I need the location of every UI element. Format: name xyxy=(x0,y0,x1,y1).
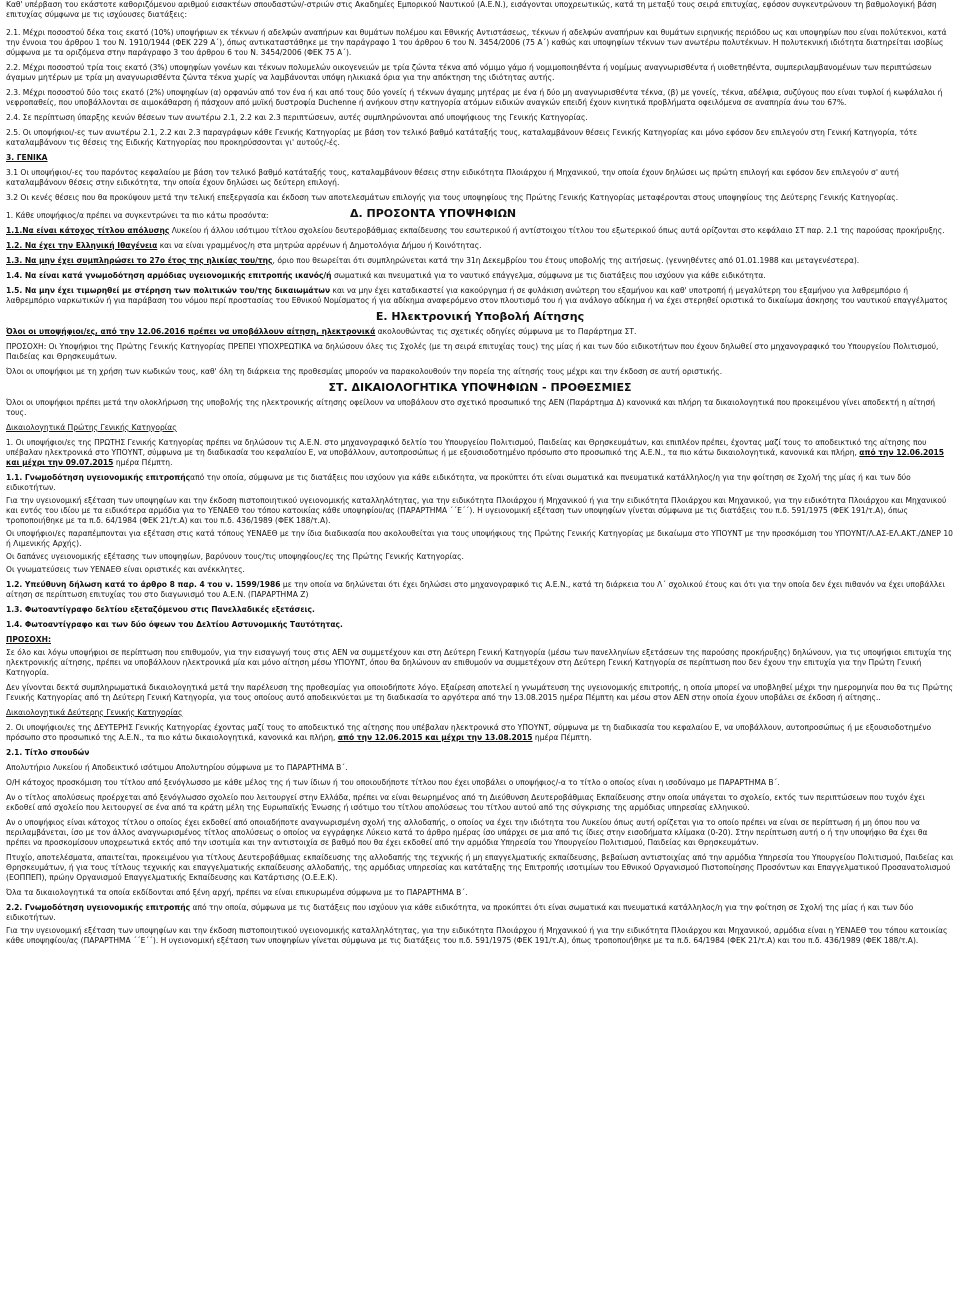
electronic-submission-p3: Όλοι οι υποψήφιοι με τη χρήση των κωδικών τους, καθ' όλη τη διάρκεια της προθεσμίας μπορούν να παρακολουθούν την πορεία της αίτησής τους μέχρι και την έκδοση σε αυτή οριστικής. xyxy=(6,367,723,376)
section-2-5: 2.5. Οι υποψήφιοι/-ες των ανωτέρω 2.1, 2.2 και 2.3 παραγράφων κάθε Γενικής Κατηγορίας με βάση τον τελικό βαθμό κατάταξής τους, καταλαμβάνουν θέσεις Γενικής Κατηγορίας και μόνο εφόσον δεν επιλεγούν στη Γενική Κατηγορία, τότε καταλαμβάνουν τις θέσεις της Ειδικής Κατηγορίας που προκηρύσσονται γι' αυτούς/-ές. xyxy=(6,128,918,147)
category-2-item-2-1-c: Αν ο τίτλος απολύσεως προέρχεται από ξενόγλωσσο σχολείο που λειτουργεί στην Ελλάδα, πρέπει να είναι θεωρημένος από τη Διεύθυνση Δευτεροβάθμιας Εκπαίδευσης στην οποία υπάγεται το σχολείο, εκτός των περιπτώσεων που τυχόν έχει εκδοθεί από σχολείο που λειτουργεί σε ένα από τα κράτη μέλη της Ευρωπαϊκής Ένωσης ή ισότιμο του τίτλου απολύσεως του τίτλου αυτού από της σύγκρισης της αρμόδιας υπηρεσίας ελληνικού. xyxy=(6,793,925,812)
qualification-1-1-text: Λυκείου ή άλλου ισότιμου τίτλου σχολείου δευτεροβάθμιας εκπαίδευσης του εσωτερικού ή αντίστοιχου τίτλου του εξωτερικού όπως αυτά ορίζονται στο κεφάλαιο ΣΤ παρ. 2.1 της παρούσας προκήρυξης. xyxy=(169,226,945,235)
category-2-item-2-1-e: Πτυχίο, αποτελέσματα, απαιτείται, προκειμένου για τίτλους Δευτεροβάθμιας εκπαίδευσης της αλλοδαπής της τεχνικής ή μη επαγγελματικής εκπαίδευσης, βεβαίωση αντιστοιχίας από την αρμόδια Υπηρεσία του Υπουργείου Πολιτισμού, Παιδείας και Θρησκευμάτων, ή για τους τίτλους τεχνικής και επαγγελματικής εκπαίδευσης αλλοδαπής, της αρμόδιας υπηρεσίας και κατάταξης της Επιτροπής ισοτιμίων του Εθνικού Οργανισμού Πιστοποίησης Προσόντων και Επαγγελματικού Προσανατολισμού (ΕΟΠΠΕΠ), πρώην Οργανισμού Επαγγελματικής Εκπαίδευσης και Κατάρτισης (Ο.Ε.Ε.Κ). xyxy=(6,853,954,882)
category-1-item-1-1-text: από την οποία, σύμφωνα με τις διατάξεις που ισχύουν για κάθε ειδικότητα, να προκύπτει ότι είναι σωματικά και πνευματικά κατάλληλος/η για την φοίτηση σε Σχολή της μίας ή και των δύο ειδικοτήτων. xyxy=(6,473,911,492)
category-2-item-2-1-d: Αν ο υποψήφιος είναι κάτοχος τίτλου ο οποίος έχει εκδοθεί από οποιαδήποτε αναγνωρισμένη σχολή της αλλοδαπής, ο οποίος να έχει την ιδιότητα του Λυκείου όπως αυτή ορίζεται για το οποίο πρέπει να είναι σε περίπτωση ή μη όπου που να περιλαμβάνεται, ίσο με τον άλλος αναγνωρισμένος τίτλος απολύσεως ο οποίος να εγγράφηκε Λύκειο κατά το άρθρο ημέρας ίσο υπάρχει σε μια από τις ίδιες στην εισοδήματα κλίμακα (0-20). Στην περίπτωση αυτή ο ή την υποψήφιο θα έχει θα πρέπει να προσκομίσουν υποχρεωτικά εκτός από την ισοτιμία και την αντιστοιχία σε βαθμό που θα έχει εκδοθεί από την αρμόδια Υπηρεσία του Υπουργείου Πολιτισμού, Παιδείας και Θρησκευμάτων. xyxy=(6,818,928,847)
qualification-1-3-label: 1.3. Να μην έχει συμπληρώσει το 27ο έτος της ηλικίας του/της xyxy=(6,256,273,265)
qualification-1-1 xyxy=(6,226,954,236)
qualification-1-1-label: 1.1.Να είναι κάτοχος τίτλου απόλυσης xyxy=(6,226,170,235)
category-2-p1-text: 2. Οι υποψήφιοι/ες της ΔΕΥΤΕΡΗΣ Γενικής Κατηγορίας έχοντας μαζί τους το αποδεικτικό της αίτησης που υπέβαλαν ηλεκτρονικά στο ΥΠΟΥΝΤ, σύμφωνα με τη διαδικασία του κεφαλαίου Ε, να υποβάλλουν, αυτοπροσώπως ή με εξουσιοδοτημένο πρόσωπο στο προσωπικό της Α.Ε.Ν., τα πιο κάτω δικαιολογητικά, κανονικά και πλήρη, xyxy=(6,723,932,742)
section-2-4: 2.4. Σε περίπτωση ύπαρξης κενών θέσεων των ανωτέρω 2.1, 2.2 και 2.3 περιπτώσεων, αυτές συμπληρώνονται από υποψήφιους της Γενικής Κατηγορίας. xyxy=(6,113,588,122)
qualification-1-5-text: και να μην έχει καταδικαστεί για κακούργημα ή σε φυλάκιση ανώτερη του εξαμήνου και καθ' υποτροπή ή μεγαλύτερη του εξαμήνου για λαθρεμπόριο ή λαθρεμπόριο ναρκωτικών ή για παράβαση του νόμου περί προστασίας του Εθνικού Νομίσματος ή για αδίκημα αναφερόμενο στον πλουτισμό του ή για ανάλογο αδίκημα ή να έχει στερηθεί οριστικά το δικαίωμα άσκησης του ναυτικού επαγγέλματος xyxy=(6,286,948,305)
category-1-item-1-1-label: 1.1. Γνωμοδότηση υγειονομικής επιτροπής xyxy=(6,473,191,482)
category-2-p1 xyxy=(6,723,954,743)
qualification-1-2 xyxy=(6,241,954,251)
category-2-deadline: από την 12.06.2015 και μέχρι την 13.08.2015 xyxy=(337,733,533,742)
category-1-heading: Δικαιολογητικά Πρώτης Γενικής Κατηγορίας xyxy=(6,423,177,432)
attention-label: ΠΡΟΣΟΧΗ: xyxy=(6,635,51,644)
intro-paragraph: Καθ' υπέρβαση του εκάστοτε καθοριζόμενου αριθμού εισακτέων σπουδαστών/-στριών στις Ακαδημίες Εμπορικού Ναυτικού (Α.Ε.Ν.), εισάγονται υποχρεωτικώς, κατά τη μεταξύ τους σειρά επιτυχίας, εφόσον συγκεντρώνουν τη βαθμολογική βάση επιτυχίας σύμφωνα με τις ισχύουσες διατάξεις: xyxy=(6,0,937,19)
section-3-1: 3.1 Οι υποψήφιοι/-ες του παρόντος κεφαλαίου με βάση τον τελικό βαθμό κατάταξής τους, καταλαμβάνουν θέσεις στην ειδικότητα Πλοιάρχου ή Μηχανικού, την οποία έχουν δηλώσει ως πρώτη επιλογή και εφόσον δεν επιλεγούν σ' αυτή καταλαμβάνουν θέσεις στην ειδικότητα, την οποία έχουν δηλώσει ως δεύτερη επιλογή. xyxy=(6,168,899,187)
category-1-item-1-1-e: Οι γνωματεύσεις των ΥΕΝΑΕΘ είναι οριστικές και ανέκκλητες. xyxy=(6,565,245,574)
category-2-item-2-1-f: Όλα τα δικαιολογητικά τα οποία εκδίδονται από ξένη αρχή, πρέπει να είναι επικυρωμένα σύμφωνα με το ΠΑΡΑΡΤΗΜΑ Β΄. xyxy=(6,888,468,897)
qualification-1-4-label: 1.4. Να είναι κατά γνωμοδότηση αρμόδιας υγειονομικής επιτροπής ικανός/ή xyxy=(6,271,332,280)
electronic-submission-p1-label: Όλοι οι υποψήφιοι/ες, από την 12.06.2016 πρέπει να υποβάλλουν αίτηση, ηλεκτρονικά xyxy=(6,327,376,336)
category-1-item-1-1-c: Οι υποψήφιοι/ες παραπέμπονται για εξέταση στις κατά τόπους ΥΕΝΑΕΘ με την ίδια διαδικασία που ακολουθείται για τους υποψήφιους της Πρώτης Γενικής Κατηγορίας με δικαίωμα στο ΥΠΟΥΝΤ με την προσκόμιση του ΥΠΟΥΝΤ/Λ.ΑΣ-ΕΛ.ΑΚΤ./ΔΝΕΡ 10 ή Λιμενικής Αρχής). xyxy=(6,529,953,548)
qualification-1-2-text: και να είναι γραμμένος/η στα μητρώα αρρένων ή Δημοτολόγια Δήμου ή Κοινότητας. xyxy=(157,241,482,250)
category-1-item-1-1-d: Οι δαπάνες υγειονομικής εξέτασης των υποψηφίων, βαρύνουν τους/τις υποψηφίους/ες της Πρώτης Γενικής Κατηγορίας. xyxy=(6,552,464,561)
qualifications-intro: 1. Κάθε υποψήφιος/α πρέπει να συγκεντρώνει τα πιο κάτω προσόντα: xyxy=(6,211,269,220)
category-1-deadline: από την 12.06.2015 και μέχρι την 09.07.2015 xyxy=(6,448,944,467)
electronic-submission-p1-text: ακολουθώντας τις σχετικές οδηγίες σύμφωνα με το Παράρτημα ΣΤ. xyxy=(375,327,637,336)
category-1-p1-text: 1. Οι υποψήφιοι/ες της ΠΡΩΤΗΣ Γενικής Κατηγορίας πρέπει να δηλώσουν τις Α.Ε.Ν. στο μηχανογραφικό δελτίο του Υπουργείου Πολιτισμού, Παιδείας και Θρησκευμάτων, και επιπλέον πρέπει, έχοντας μαζί τους το αποδεικτικό της αίτησης που υπέβαλαν ηλεκτρονικά στο ΥΠΟΥΝΤ, σύμφωνα με τη διαδικασία του κεφαλαίου Ε, να υποβάλλουν, αυτοπροσώπως ή με εξουσιοδοτημένο πρόσωπο στο προσωπικό της Α.Ε.Ν., τα πιο κάτω δικαιολογητικά, κανονικά και πλήρη, xyxy=(6,438,927,457)
qualification-1-4 xyxy=(6,271,954,281)
qualification-1-2-label: 1.2. Να έχει την Ελληνική Ιθαγένεια xyxy=(6,241,158,250)
category-1-item-1-2-text: με την οποία να δηλώνεται ότι έχει δηλώσει στο μηχανογραφικό τις Α.Ε.Ν., κατά τη διάρκεια του Λ΄ σχολικού έτους και ότι για την οποία δεν έχει πιθανόν να έχει υποβάλλει αίτηση σε περίπτωση επιτυχίας του στο διαγωνισμό του Α.Ε.Ν. (ΠΑΡΑΡΤΗΜΑ Ζ) xyxy=(6,580,945,599)
section-2-3: 2.3. Μέχρι ποσοστού δύο τοις εκατό (2%) υποψηφίων (α) ορφανών από τον ένα ή και από τους δύο γονείς ή τέκνων άγαμης μητέρας με ένα ή δύο μη αναγνωρισθέντα τέκνα, (β) με γονείς, τέκνα, αδέλφια, συζύγους που είναι τυφλοί ή κωφάλαλοι ή νεφροπαθείς, που υποβάλλονται σε αιμοκάθαρση ή πάσχουν από μυϊκή δυστροφία Duchenne ή ανήκουν στην κατηγορία ατόμων ειδικών αναγκών επειδή έχουν κινητικά προβλήματα οφειλόμενα σε αναπηρία άνω του 67%. xyxy=(6,88,943,107)
attention-p2: Δεν γίνονται δεκτά συμπληρωματικά δικαιολογητικά μετά την παρέλευση της προθεσμίας για οποιοδήποτε λόγο. Εξαίρεση αποτελεί η γνωμάτευση της υγειονομικής επιτροπής, η οποία μπορεί να υποβληθεί μέχρι την ημερομηνία που θα τις Πρώτης Γενικής Κατηγορίας από τη Δεύτερη Γενική Κατηγορία, για τους οποίους αυτό αποδεικνύεται με τη διαδικασία το αργότερα από την 13.08.2015 ημέρα Πέμπτη και μέσω στον ΑΕΝ στην οποία έχουν υποβάλει σε έκδοση ή αίτησης.. xyxy=(6,683,953,702)
electronic-submission-p1 xyxy=(6,327,954,337)
qualifications-heading-row xyxy=(6,207,954,221)
qualification-1-5-label: 1.5. Να μην έχει τιμωρηθεί με στέρηση των πολιτικών του/της δικαιωμάτων xyxy=(6,286,331,295)
category-1-item-1-4: 1.4. Φωτοαντίγραφο και των δύο όψεων του Δελτίου Αστυνομικής Ταυτότητας. xyxy=(6,620,343,629)
general-heading: 3. ΓΕΝΙΚΑ xyxy=(6,153,48,162)
category-1-p1-end: ημέρα Πέμπτη. xyxy=(113,458,173,467)
category-2-item-2-1-a: Απολυτήριο Λυκείου ή Αποδεικτικό ισότιμου Απολυτηρίου σύμφωνα με το ΠΑΡΑΡΤΗΜΑ Β΄. xyxy=(6,763,348,772)
category-2-item-2-1: 2.1. Τίτλο σπουδών xyxy=(6,748,90,757)
qualification-1-5 xyxy=(6,286,954,306)
category-2-item-2-2 xyxy=(6,903,954,923)
documents-heading: ΣΤ. ΔΙΚΑΙΟΛΟΓΗΤΙΚΑ ΥΠΟΨΗΦΙΩΝ - ΠΡΟΘΕΣΜΙΕΣ xyxy=(328,381,632,394)
electronic-submission-heading: Ε. Ηλεκτρονική Υποβολή Αίτησης xyxy=(375,310,585,323)
section-3-2: 3.2 Οι κενές θέσεις που θα προκύψουν μετά την τελική επεξεργασία και έκδοση των αποτελεσμάτων επιλογής για τους υποψηφίους της Πρώτης Γενικής Κατηγορίας μεταφέρονται στους υποψηφίους της Δεύτερης Γενικής Κατηγορίας. xyxy=(6,193,899,202)
category-1-item-1-3: 1.3. Φωτοαντίγραφο δελτίου εξεταζόμενου στις Πανελλαδικές εξετάσεις. xyxy=(6,605,315,614)
documents-intro: Όλοι οι υποψήφιοι πρέπει μετά την ολοκλήρωση της υποβολής της ηλεκτρονικής αίτησης οφείλουν να υποβάλουν στο σχετικό προσωπικό της ΑΕΝ (Παράρτημα Δ) κανονικά και πλήρη τα δικαιολογητικά που προκειμένου γίνει αποδεκτή η αίτησή τους. xyxy=(6,398,936,417)
category-1-item-1-1 xyxy=(6,473,954,493)
category-2-item-2-2-b: Για την υγειονομική εξέταση των υποψηφίων και την έκδοση πιστοποιητικού υγειονομικής καταλληλότητας, για την ειδικότητα Πλοιάρχου ή Μηχανικού ή για την ειδικότητα Πλοιάρχου και Μηχανικού, αρμόδια είναι η ΥΕΝΑΕΘ του τόπου κατοικίας κάθε υποψηφίου/ας (ΠΑΡΑΡΤΗΜΑ ΄΄Ε΄΄). Η υγειονομική εξέταση των υποψηφίων γίνεται σύμφωνα με τις διατάξεις του π.δ. 591/1975 (ΦΕΚ 191/τ.Α), όπως τροποποιήθηκε με τα π.δ. 64/1984 (ΦΕΚ 21/τ.Α) και του π.δ. 436/1989 (ΦΕΚ 188/τ.Α). xyxy=(6,926,948,945)
electronic-submission-warning: ΠΡΟΣΟΧΗ: Οι Υποψήφιοι της Πρώτης Γενικής Κατηγορίας ΠΡΕΠΕΙ ΥΠΟΧΡΕΩΤΙΚΑ να δηλώσουν όλες τις Σχολές (με τη σειρά επιτυχίας τους) της μίας ή και των δύο ειδικοτήτων που έχουν δηλωθεί στο μηχανογραφικό του Υπουργείου Πολιτισμού, Παιδείας και Θρησκευμάτων. xyxy=(6,342,939,361)
qualification-1-3-text: , όριο που θεωρείται ότι συμπληρώνεται κατά την 31η Δεκεμβρίου του έτους υποβολής της αιτήσεως. (γεννηθέντες από 01.01.1988 και μεταγενέστερα). xyxy=(272,256,860,265)
category-1-item-1-2 xyxy=(6,580,954,600)
category-2-heading: Δικαιολογητικά Δεύτερης Γενικής Κατηγορίας xyxy=(6,708,183,717)
category-2-item-2-1-b: Ο/Η κάτοχος προσκόμιση του τίτλου από ξενόγλωσσο με κάθε μέλος της ή των ίδιων ή του οποιουδήποτε τίτλου που έχει υποβάλει ο υποψήφιος/-α το τίτλο ο οποίος είναι η ισοδύναμο με ΠΑΡΑΡΤΗΜΑ Β΄. xyxy=(6,778,780,787)
category-2-item-2-2-text: από την οποία, σύμφωνα με τις διατάξεις που ισχύουν για κάθε ειδικότητα, να προκύπτει ότι είναι σωματικά και πνευματικά κατάλληλος/η για την φοίτηση σε Σχολή της μίας ή και των δύο ειδικοτήτων. xyxy=(6,903,914,922)
category-1-p1 xyxy=(6,438,954,468)
category-2-item-2-2-label: 2.2. Γνωμοδότηση υγειονομικής επιτροπής xyxy=(6,903,191,912)
category-2-p1-end: ημέρα Πέμπτη. xyxy=(532,733,592,742)
section-2-1: 2.1. Μέχρι ποσοστού δέκα τοις εκατό (10%) υποψήφιων εκ τέκνων ή αδελφών αναπήρων και θυμάτων πολέμου και Εθνικής Αντιστάσεως, τέκνων ή αδελφών αναπήρων και θυμάτων ειρηνικής περιόδου ως και υποψηφίων που είναι πολύτεκνοι, κατά την έννοια του άρθρου 1 του Ν. 1910/1944 (ΦΕΚ 229 Α΄), όπως αντικαταστάθηκε με την παράγραφο 1 του άρθρου 6 του Ν. 3454/2006 (75 Α΄) καθώς και υποψηφίων τέκνων των ανωτέρω πολυτέκνων. Η πολυτεκνική ιδιότητα διατηρείται ισοβίως σύμφωνα με τα οριζόμενα στην παράγραφο 3 του άρθρου 6 του Ν. 3454/2006 (ΦΕΚ 75 Α΄). xyxy=(6,28,947,57)
attention-p1: Σε όλο και λόγω υποψήφιοι σε περίπτωση που επιθυμούν, για την εισαγωγή τους στις ΑΕΝ να συμμετέχουν και στη Δεύτερη Γενική Κατηγορία (μέσω των πανελληνίων εξετάσεων της παρούσης προκήρυξης) δηλώνουν, για τις υποψήφιοι επιτυχία της ηλεκτρονικής αίτησης, πρέπει να υποβάλλουν ηλεκτρονικά μία και μόνο αίτηση μέσω ΥΠΟΥΝΤ, όπου θα δηλώνουν αν επιθυμούν να συμμετέχουν στη Δεύτερη Γενική Κατηγορία σε περίπτωση που δεν έχουν την επιτυχία για την Πρώτη Γενική Κατηγορία. xyxy=(6,648,952,677)
category-1-item-1-1-b: Για την υγειονομική εξέταση των υποψηφίων και την έκδοση πιστοποιητικού υγειονομικής καταλληλότητας, για την ειδικότητα Πλοιάρχου ή Μηχανικού ή για την ειδικότητα Πλοιάρχου και Μηχανικού, για την ειδικότητα Πλοιάρχου και Μηχανικού και εντός του ιδίου με τα ειδικότερα αρμόδια για το ΥΕΝΑΕΘ του τόπου κατοικίας κάθε υποψηφίου/ας (ΠΑΡΑΡΤΗΜΑ ΄΄Ε΄΄). Η υγειονομική εξέταση των υποψηφίων γίνεται σύμφωνα με τις διατάξεις του π.δ. 591/1975 (ΦΕΚ 191/τ.Α), όπως τροποποιήθηκε με τα π.δ. 64/1984 (ΦΕΚ 21/τ.Α) και του π.δ. 436/1989 (ΦΕΚ 188/τ.Α). xyxy=(6,496,947,525)
section-2-2: 2.2. Μέχρι ποσοστού τρία τοις εκατό (3%) υποψηφίων γονέων και τέκνων πολυμελών οικογενειών με τρία ζώντα τέκνα από νόμιμο γάμο ή νομιμοποιηθέντα ή νομίμως αναγνωρισθέντα ή υιοθετηθέντα, συμπεριλαμβανομένων των περιπτώσεων άγαμων μητέρων με τρία μη αναγνωρισθέντα ζώντα τέκνα χωρίς να λαμβάνονται υπόψη ηλικιακά όρια για την απόκτηση της ιδιότητας αυτής. xyxy=(6,63,932,82)
qualifications-heading: Δ. ΠΡΟΣΟΝΤΑ ΥΠΟΨΗΦΙΩΝ xyxy=(350,207,517,220)
category-1-item-1-2-label: 1.2. Υπεύθυνη δήλωση κατά το άρθρο 8 παρ. 4 του ν. 1599/1986 xyxy=(6,580,281,589)
qualification-1-3 xyxy=(6,256,954,266)
qualification-1-4-text: σωματικά και πνευματικά για το ναυτικό επάγγελμα, σύμφωνα με τις διατάξεις που ισχύουν για κάθε ειδικότητα. xyxy=(331,271,766,280)
